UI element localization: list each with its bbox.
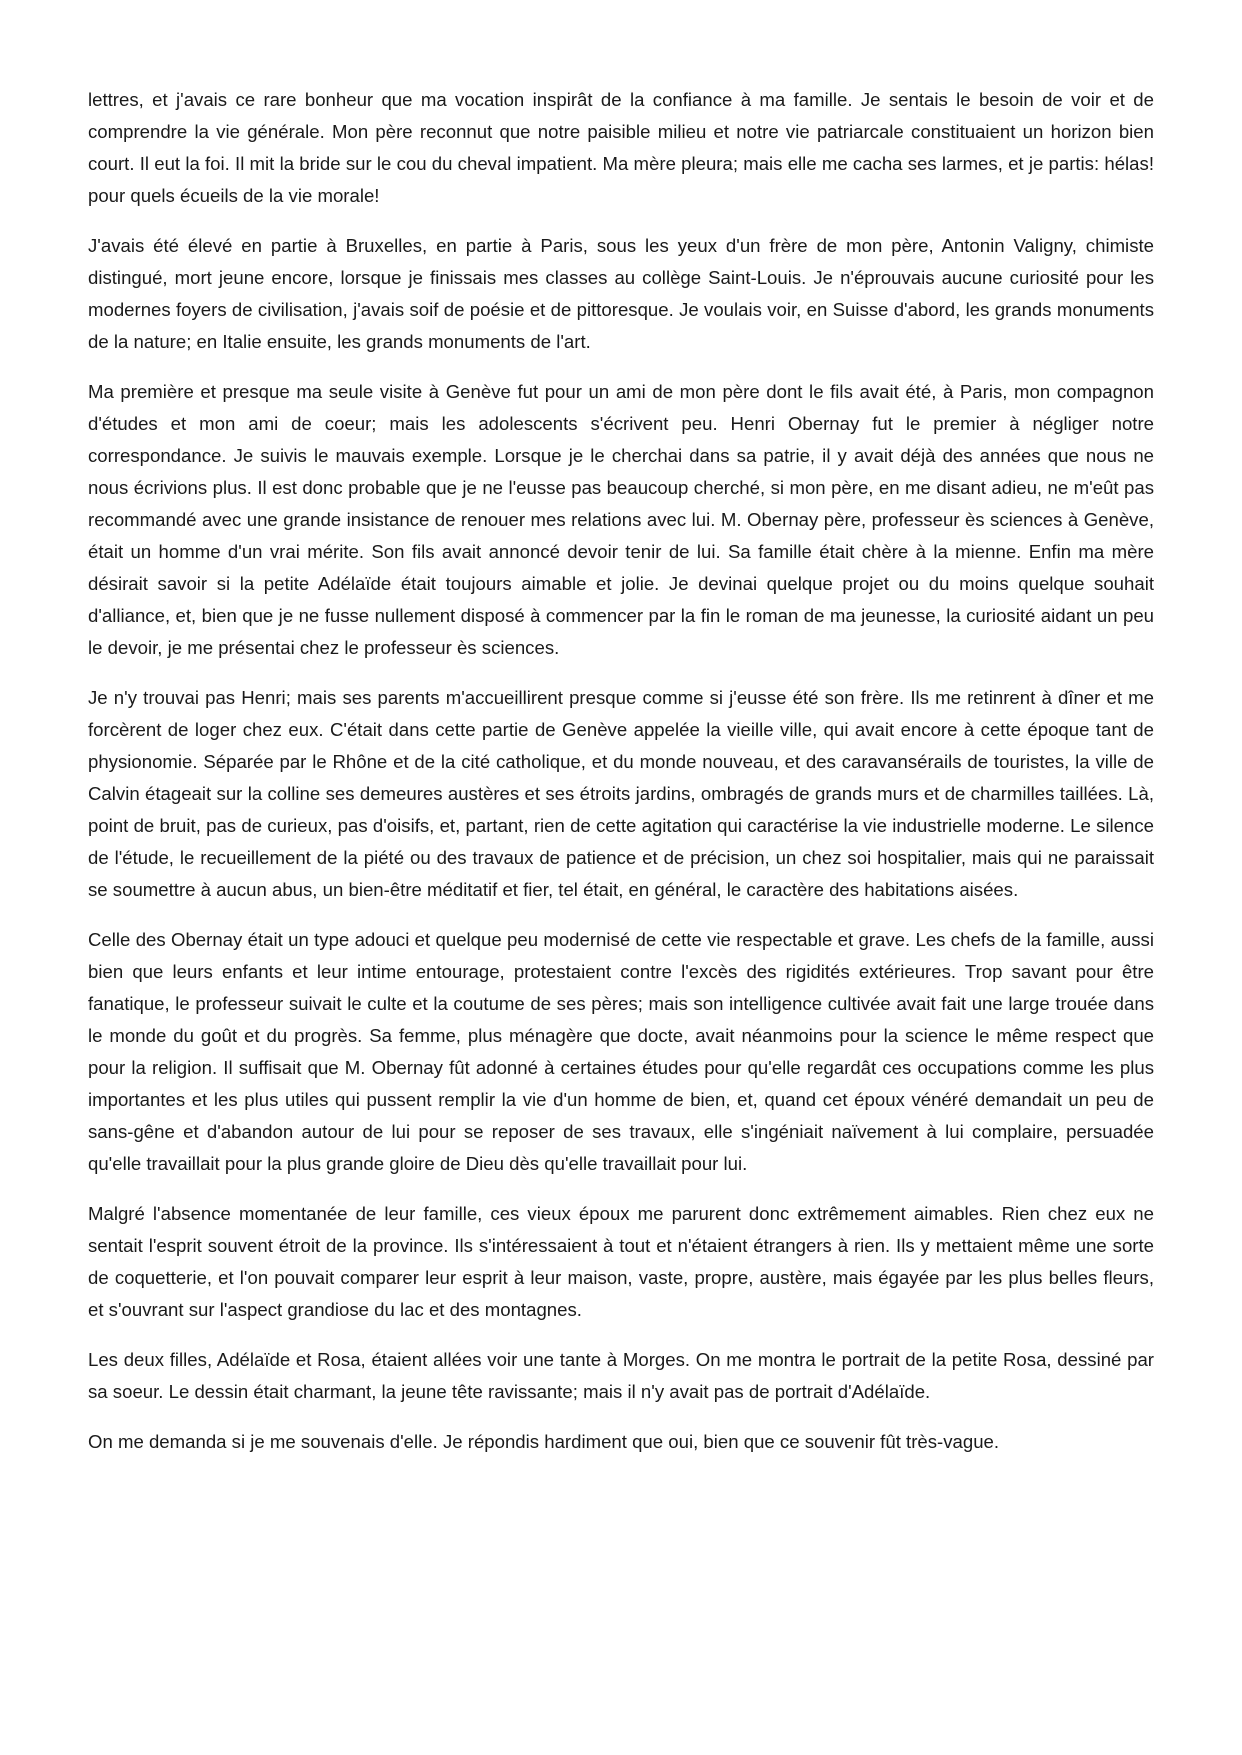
paragraph-4: Je n'y trouvai pas Henri; mais ses parents m'accueillirent presque comme si j'eusse été son frère. Ils me retinrent à dîner et me forcèrent de loger chez eux. C'était dans cette partie de Genève appelée la vieille ville, qui avait encore à cette époque tant de physionomie. Séparée par le Rhône et de la cité catholique, et du monde nouveau, et des caravansérails de touristes, la ville de Calvin étageait sur la colline ses demeures austères et ses étroits jardins, ombragés de grands murs et de charmilles taillées. Là, point de bruit, pas de curieux, pas d'oisifs, et, partant, rien de cette agitation qui caractérise la vie industrielle moderne. Le silence de l'étude, le recueillement de la piété ou des travaux de patience et de précision, un chez soi hospitalier, mais qui ne paraissait se soumettre à aucun abus, un bien-être méditatif et fier, tel était, en général, le caractère des habitations aisées. [88, 687, 1154, 900]
paragraph-5: Celle des Obernay était un type adouci et quelque peu modernisé de cette vie respectable et grave. Les chefs de la famille, aussi bien que leurs enfants et leur intime entourage, protestaient contre l'excès des rigidités extérieures. Trop savant pour être fanatique, le professeur suivait le culte et la coutume de ses pères; mais son intelligence cultivée avait fait une large trouée dans le monde du goût et du progrès. Sa femme, plus ménagère que docte, avait néanmoins pour la science le même respect que pour la religion. Il suffisait que M. Obernay fût adonné à certaines études pour qu'elle regardât ces occupations comme les plus importantes et les plus utiles qui pussent remplir la vie d'un homme de bien, et, quand cet époux vénéré demandait un peu de sans-gêne et d'abandon autour de lui pour se reposer de ses travaux, elle s'ingéniait naïvement à lui complaire, persuadée qu'elle travaillait pour la plus grande gloire de Dieu dès qu'elle travaillait pour lui. [88, 929, 1154, 1174]
paragraph-2: J'avais été élevé en partie à Bruxelles, en partie à Paris, sous les yeux d'un frère de mon père, Antonin Valigny, chimiste distingué, mort jeune encore, lorsque je finissais mes classes au collège Saint-Louis. Je n'éprouvais aucune curiosité pour les modernes foyers de civilisation, j'avais soif de poésie et de pittoresque. Je voulais voir, en Suisse d'abord, les grands monuments de la nature; en Italie ensuite, les grands monuments de l'art. [88, 235, 1154, 352]
paragraph-7: Les deux filles, Adélaïde et Rosa, étaient allées voir une tante à Morges. On me montra le portrait de la petite Rosa, dessiné par sa soeur. Le dessin était charmant, la jeune tête ravissante; mais il n'y avait pas de portrait d'Adélaïde. [88, 1349, 1154, 1402]
document-page [88, 84, 1154, 1476]
paragraph-1: lettres, et j'avais ce rare bonheur que ma vocation inspirât de la confiance à ma famille. Je sentais le besoin de voir et de comprendre la vie générale. Mon père reconnut que notre paisible milieu et notre vie patriarcale constituaient un horizon bien court. Il eut la foi. Il mit la bride sur le cou du cheval impatient. Ma mère pleura; mais elle me cacha ses larmes, et je partis: hélas! pour quels écueils de la vie morale! [88, 89, 1154, 206]
paragraph-6: Malgré l'absence momentanée de leur famille, ces vieux époux me parurent donc extrêmement aimables. Rien chez eux ne sentait l'esprit souvent étroit de la province. Ils s'intéressaient à tout et n'étaient étrangers à rien. Ils y mettaient même une sorte de coquetterie, et l'on pouvait comparer leur esprit à leur maison, vaste, propre, austère, mais égayée par les plus belles fleurs, et s'ouvrant sur l'aspect grandiose du lac et des montagnes. [88, 1203, 1154, 1320]
paragraph-8: On me demanda si je me souvenais d'elle. Je répondis hardiment que oui, bien que ce souvenir fût très-vague. [88, 1431, 1000, 1452]
paragraph-3: Ma première et presque ma seule visite à Genève fut pour un ami de mon père dont le fils avait été, à Paris, mon compagnon d'études et mon ami de coeur; mais les adolescents s'écrivent peu. Henri Obernay fut le premier à négliger notre correspondance. Je suivis le mauvais exemple. Lorsque je le cherchai dans sa patrie, il y avait déjà des années que nous ne nous écrivions plus. Il est donc probable que je ne l'eusse pas beaucoup cherché, si mon père, en me disant adieu, ne m'eût pas recommandé avec une grande insistance de renouer mes relations avec lui. M. Obernay père, professeur ès sciences à Genève, était un homme d'un vrai mérite. Son fils avait annoncé devoir tenir de lui. Sa famille était chère à la mienne. Enfin ma mère désirait savoir si la petite Adélaïde était toujours aimable et jolie. Je devinai quelque projet ou du moins quelque souhait d'alliance, et, bien que je ne fusse nullement disposé à commencer par la fin le roman de ma jeunesse, la curiosité aidant un peu le devoir, je me présentai chez le professeur ès sciences. [88, 381, 1154, 658]
